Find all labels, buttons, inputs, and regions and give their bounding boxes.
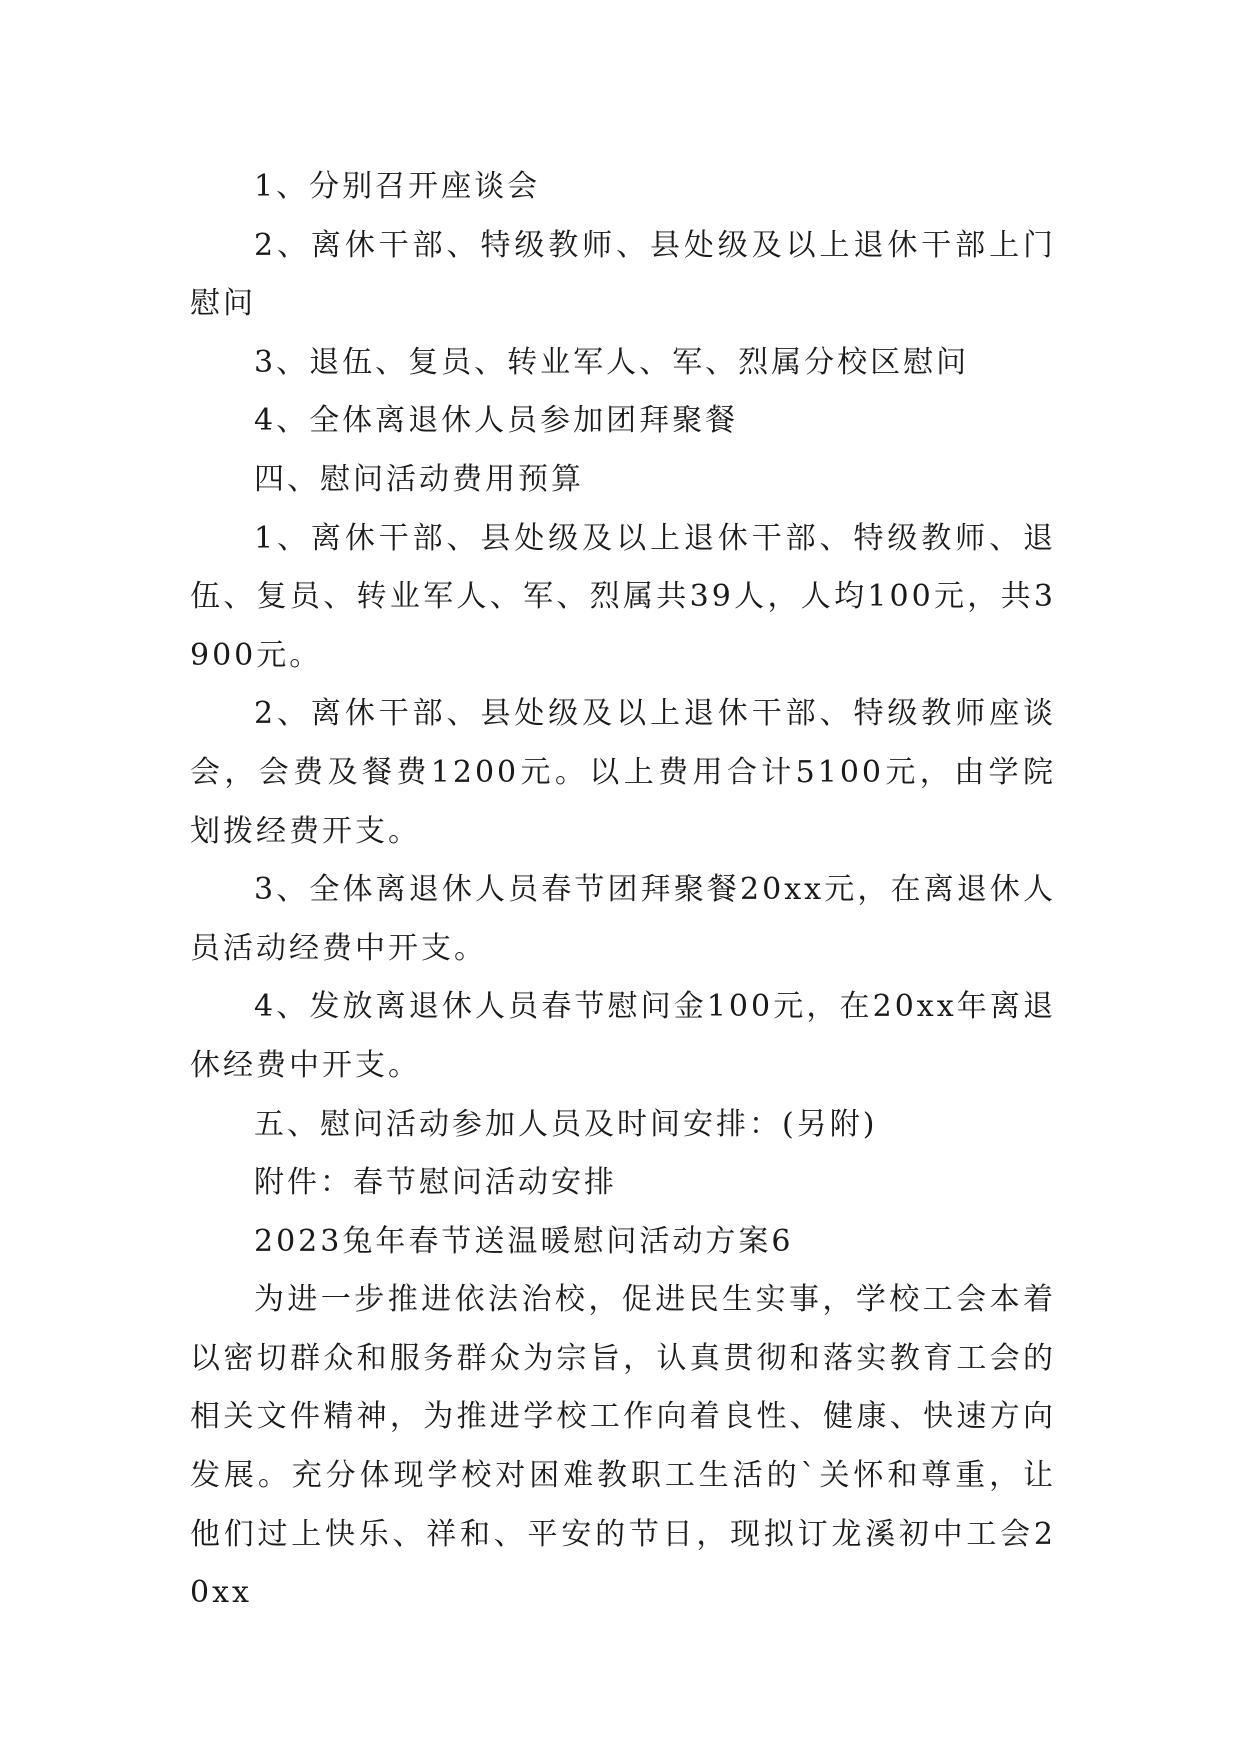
paragraph-13: 为进一步推进依法治校，促进民生实事，学校工会本着以密切群众和服务群众为宗旨，认真贯彻和落实教育工会的相关文件精神，为推进学校工作向着良性、健康、快速方向发展。充分体现学校对困难教职工生活的`关怀和尊重，让他们过上快乐、祥和、平安的节日，现拟订龙溪初中工会20xx bbox=[190, 1282, 1056, 1611]
section-heading-budget: 四、慰问活动费用预算 bbox=[254, 461, 584, 497]
paragraph-1: 1、分别召开座谈会 bbox=[254, 169, 541, 204]
plan-title: 2023兔年春节送温暖慰问活动方案6 bbox=[254, 1223, 794, 1259]
paragraph-2: 2、离休干部、特级教师、县处级及以上退休干部上门慰问 bbox=[190, 227, 1056, 322]
document-body bbox=[190, 158, 1056, 1623]
paragraph-9: 4、发放离退休人员春节慰问金100元，在20xx年离退休经费中开支。 bbox=[190, 989, 1056, 1083]
paragraph-6: 1、离休干部、县处级及以上退休干部、特级教师、退伍、复员、转业军人、军、烈属共39人，人均100元，共3900元。 bbox=[190, 520, 1056, 673]
paragraph-3: 3、退伍、复员、转业军人、军、烈属分校区慰问 bbox=[254, 344, 970, 380]
section-heading-schedule: 五、慰问活动参加人员及时间安排：(另附) bbox=[254, 1106, 878, 1142]
attachment-line: 附件：春节慰问活动安排 bbox=[254, 1165, 617, 1201]
paragraph-8: 3、全体离退休人员春节团拜聚餐20xx元，在离退休人员活动经费中开支。 bbox=[190, 872, 1056, 966]
paragraph-7: 2、离休干部、县处级及以上退休干部、特级教师座谈会，会费及餐费1200元。以上费用合计5100元，由学院划拨经费开支。 bbox=[190, 696, 1056, 849]
paragraph-4: 4、全体离退休人员参加团拜聚餐 bbox=[254, 403, 739, 439]
